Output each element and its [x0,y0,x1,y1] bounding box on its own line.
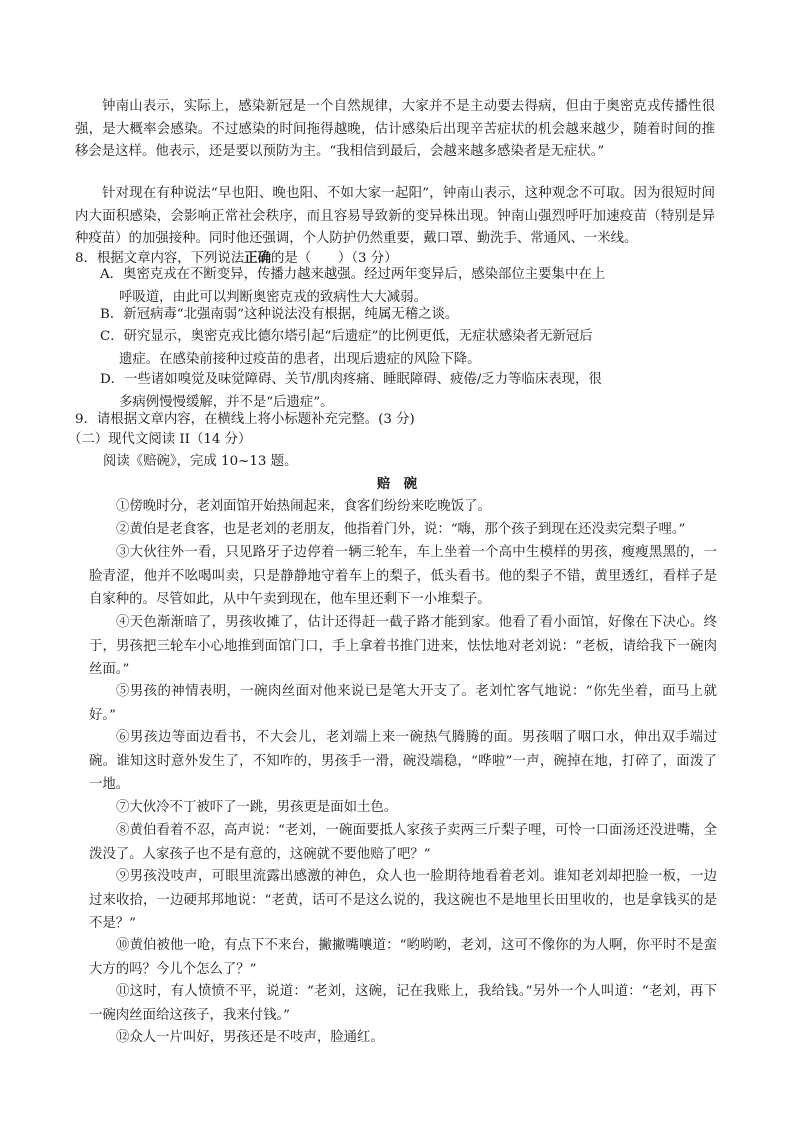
question-8-emphasis: 正确 [244,250,271,266]
question-9: 9．请根据文章内容，在横线上将小标题补充完整。(3 分) [75,412,415,427]
option-c-line2: 遗症。在感染前接种过疫苗的患者，出现后遗症的风险下降。 [119,351,481,367]
passage-paragraph-2: 针对现在有种说法“早也阳、晚也阳、不如大家一起阳”，钟南山表示，这种观念不可取。因为很短时间内大面积感染，会影响正常社会秩序，而且容易导致新的变异株出现。钟南山强烈呼吁加速疫苗（特别是异种疫苗）的加强接种。同时他还强调，个人防护仍然重要，戴口罩、勤洗手、常通风、一米线。 [75,186,715,246]
passage-paragraph-1: 钟南山表示，实际上，感染新冠是一个自然规律，大家并不是主动要去得病，但由于奥密克戎传播性很强，是大概率会感染。不过感染的时间拖得越晚，估计感染后出现辛苦症状的机会越来越少，随着时间的推移会是这样。他表示，还是要以预防为主。“我相信到最后，会越来越多感染者是无症状。” [75,99,715,159]
option-a-line2: 呼吸道，由此可以判断奥密克戎的致病性大大减弱。 [119,289,427,305]
story-paragraph-10: ⑩黄伯被他一呛，有点下不来台，撇撇嘴嚷道：“哟哟哟，老刘，这可不像你的为人啊，你平时不是蛮大方的吗？今儿个怎么了？” [89,938,717,977]
story-paragraph-4: ④天色渐渐暗了，男孩收摊了，估计还得赶一截子路才能到家。他看了看小面馆，好像在下决心。终于，男孩把三轮车小心地推到面馆门口，手上拿着书推门进来，怯怯地对老刘说：“老板，请给我下一碗肉丝面。” [89,615,717,678]
story-paragraph-8: ⑧黄伯看着不忍，高声说：“老刘，一碗面要抵人家孩子卖两三斤梨子哩，可怜一口面汤还没进嘴，全泼没了。人家孩子也不是有意的，这碗就不要他赔了吧？” [89,823,717,862]
question-8-prefix: 8．根据文章内容，下列说法 [75,251,245,266]
option-d-line1: D．一些诸如嗅觉及味觉障碍、关节/肌肉疼痛、睡眠障碍、疲倦/乏力等临床表现，很 [100,372,602,387]
story-paragraph-6: ⑥男孩边等面边看书，不大会儿，老刘端上来一碗热气腾腾的面。男孩咽了咽口水，伸出双手端过碗。谁知这时意外发生了，不知咋的，男孩手一滑，碗没端稳，“哗啦”一声，碗掉在地，打碎了，面泼了一地。 [89,730,717,793]
option-a-line1: A．奥密克戎在不断变异，传播力越来越强。经过两年变异后，感染部位主要集中在上 [100,267,606,282]
story-paragraph-11: ⑪这时，有人愤愤不平，说道：“老刘，这碗，记在我账上，我给钱。”另外一个人叫道：“老刘，再下一碗肉丝面给这孩子，我来付钱。” [89,984,717,1023]
option-c [100,326,660,371]
story-paragraph-12: ⑫众人一片叫好，男孩还是不吱声，脸通红。 [116,1030,384,1045]
story-paragraph-2: ②黄伯是老食客，也是老刘的老朋友，他指着门外，说：“嗨，那个孩子到现在还没卖完梨子哩。” [116,522,686,537]
story-paragraph-9: ⑨男孩没吱声，可眼里流露出感激的神色，众人也一脸期待地看着老刘。谁知老刘却把脸一板，一边过来收拾，一边硬邦邦地说：“老黄，话可不是这么说的，我这碗也不是地里长田里收的，也是拿钱买的是不是？” [89,869,717,932]
option-b-line1: B．新冠病毒“北强南弱”这种说法没有根据，纯属无稽之谈。 [100,307,459,322]
story-paragraph-5: ⑤男孩的神情表明，一碗肉丝面对他来说已是笔大开支了。老刘忙客气地说：“你先坐着，面马上就好。” [89,684,717,723]
reading-instruction: 阅读《赔碗》，完成 10~13 题。 [103,454,298,469]
option-d-line2: 多病例慢慢缓解，并不是“后遗症”。 [119,394,334,410]
section-heading: （二）现代文阅读 II（14 分） [68,432,252,447]
option-a [100,264,660,309]
option-b [100,304,660,327]
option-d [100,369,660,414]
option-c-line1: C．研究显示，奥密克戎比德尔塔引起“后遗症”的比例更低，无症状感染者无新冠后 [100,329,593,344]
story-paragraph-7: ⑦大伙冷不丁被吓了一跳，男孩更是面如土色。 [116,800,398,815]
question-8-suffix: 的是（ ）（3 分） [271,251,398,266]
story-title: 赔 碗 [376,476,418,492]
story-paragraph-3: ③大伙往外一看，只见路牙子边停着一辆三轮车，车上坐着一个高中生模样的男孩，瘦瘦黑黑的，一脸青涩，他并不吆喝叫卖，只是静静地守着车上的梨子，低头看书。他的梨子不错，黄里透红，看样子是自家种的。尽管如此，从中午卖到现在，他车里还剩下一小堆梨子。 [89,545,717,608]
story-paragraph-1: ①傍晚时分，老刘面馆开始热闹起来，食客们纷纷来吃晚饭了。 [116,499,491,514]
